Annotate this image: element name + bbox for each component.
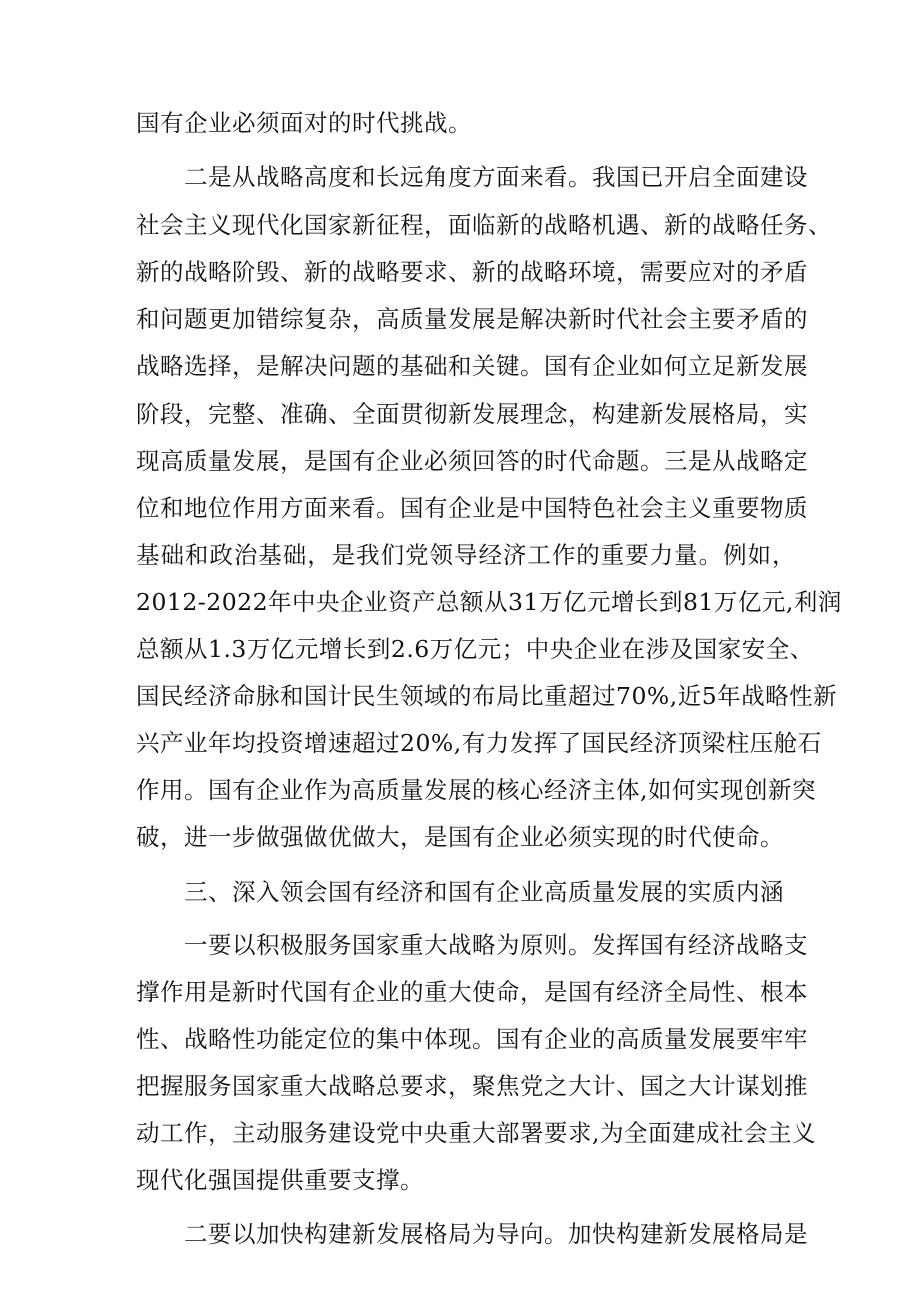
paragraph-start-line: 二要以加快构建新发展格局为导向。加快构建新发展格局是: [184, 1220, 808, 1248]
text-line: 把握服务国家重大战略总要求，聚焦党之大计、国之大计谋划推: [136, 1072, 808, 1100]
text-line: 新的战略阶毁、新的战略要求、新的战略环境，需要应对的矛盾: [136, 258, 808, 286]
text-line: 社会主义现代化国家新征程，面临新的战略机遇、新的战略任务、: [136, 211, 832, 239]
text-line: 国有企业必须面对的时代挑战。: [136, 109, 472, 137]
text-line: 总额从1.3万亿元增长到2.6万亿元；中央企业在涉及国家安全、: [136, 635, 814, 663]
text-line: 破，进一步做强做优做大，是国有企业必须实现的时代使命。: [136, 823, 784, 851]
text-line: 基础和政治基础，是我们党领导经济工作的重要力量。例如，: [136, 541, 796, 569]
text-line: 和问题更加错综复杂，高质量发展是解决新时代社会主要矛盾的: [136, 305, 808, 333]
text-line: 作用。国有企业作为高质量发展的核心经济主体,如何实现创新突: [136, 776, 816, 804]
text-line: 2012-2022年中央企业资产总额从31万亿元增长到81万亿元,利润: [136, 588, 842, 616]
text-line: 动工作，主动服务建设党中央重大部署要求,为全面建成社会主义: [136, 1119, 816, 1147]
text-line: 阶段，完整、准确、全面贯彻新发展理念，构建新发展格局，实: [136, 400, 808, 428]
text-line: 性、战略性功能定位的集中体现。国有企业的高质量发展要牢牢: [136, 1025, 808, 1053]
text-line: 兴产业年均投资增速超过20%,有力发挥了国民经济顶梁柱压舱石: [136, 729, 822, 757]
paragraph-start-line: 一要以积极服务国家重大战略为原则。发挥国有经济战略支: [184, 931, 808, 959]
text-line: 位和地位作用方面来看。国有企业是中国特色社会主义重要物质: [136, 494, 808, 522]
text-line: 撑作用是新时代国有企业的重大使命，是国有经济全局性、根本: [136, 978, 808, 1006]
section-heading: 三、深入领会国有经济和国有企业高质量发展的实质内涵: [184, 878, 784, 906]
text-line: 战略选择，是解决问题的基础和关键。国有企业如何立足新发展: [136, 352, 808, 380]
paragraph-start-line: 二是从战略高度和长远角度方面来看。我国已开启全面建设: [184, 163, 808, 191]
text-line: 现代化强国提供重要支撑。: [136, 1166, 424, 1194]
text-line: 国民经济命脉和国计民生领域的布局比重超过70%,近5年战略性新: [136, 682, 838, 710]
text-line: 现高质量发展，是国有企业必须回答的时代命题。三是从战略定: [136, 447, 808, 475]
